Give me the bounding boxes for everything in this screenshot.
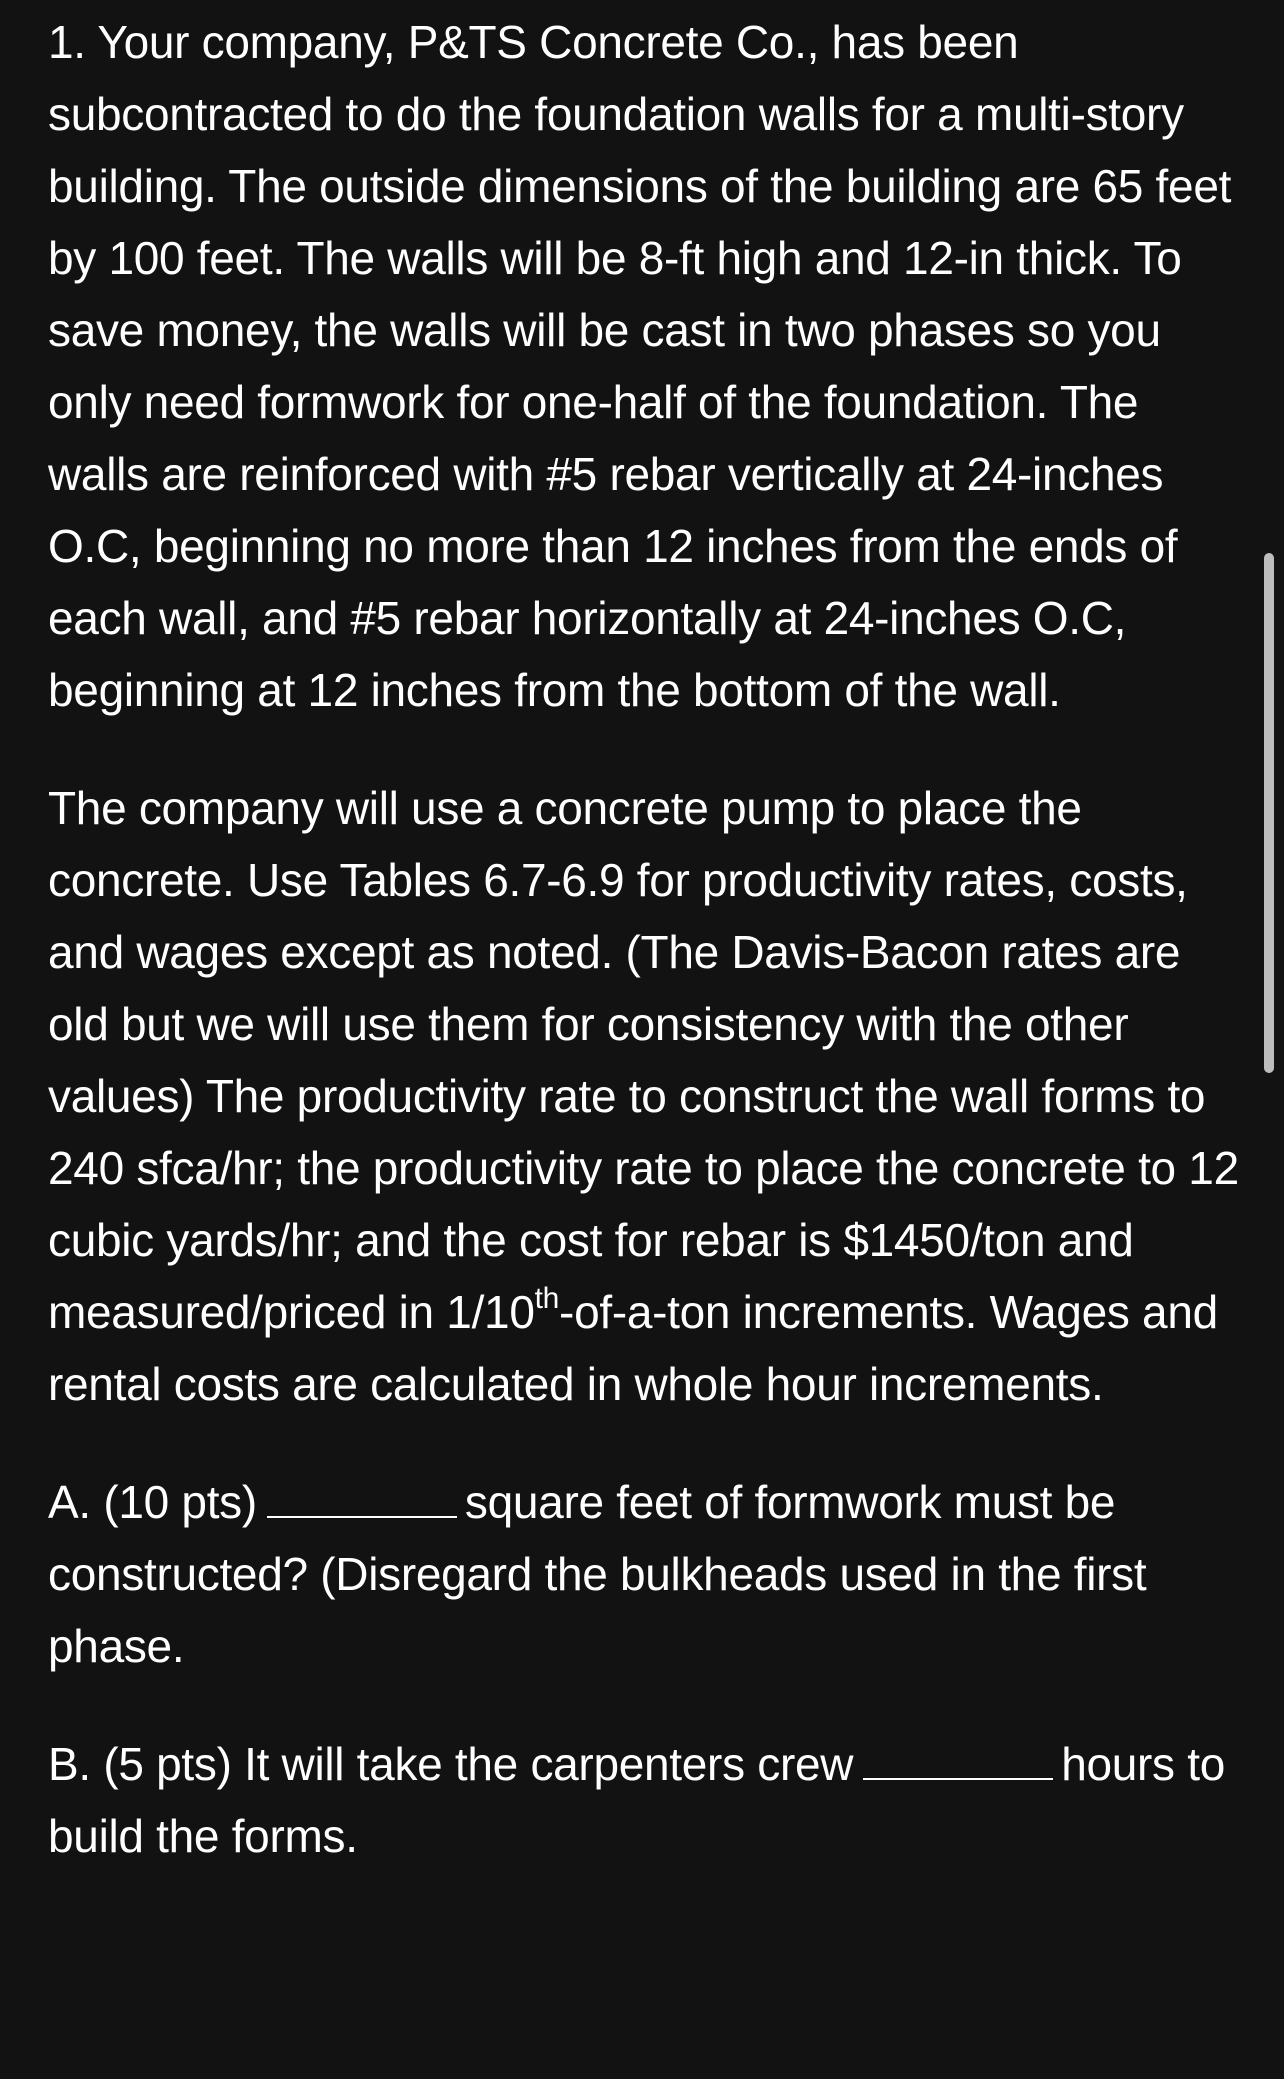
details-text-start: The company will use a concrete pump to place the concrete. Use Tables 6.7-6.9 for productivity rates, costs, and wages except as noted. (The Davis-Bacon rates are old but we will use them for consistency with the other values) The productivity rate to construct the wall forms to 240 sfca/hr; the productivity rate to place the concrete to 12 cubic yards/hr; and the cost for rebar is $1450/ton and measured/priced in 1/10 — [48, 782, 1239, 1338]
details-text-end: -of-a-ton increments. Wages and rental costs are calculated in whole hour increments. — [48, 1286, 1218, 1410]
question-b-answer-blank[interactable] — [863, 1738, 1053, 1780]
question-a — [48, 1466, 1248, 1682]
question-a-answer-blank[interactable] — [267, 1476, 457, 1518]
question-b-text: hours to build the forms. — [48, 1738, 1225, 1862]
problem-details — [48, 772, 1248, 1420]
question-a-text: square feet of formwork must be constructed? (Disregard the bulkheads used in the first phase. — [48, 1476, 1147, 1672]
paragraph-spacer — [48, 1682, 1248, 1728]
problem-content — [48, 6, 1248, 1872]
question-a-prefix: A. (10 pts) — [48, 1476, 257, 1528]
ordinal-superscript: th — [534, 1281, 560, 1315]
question-b-prefix: B. (5 pts) It will take the carpenters crew — [48, 1738, 854, 1790]
paragraph-spacer — [48, 726, 1248, 772]
question-b — [48, 1728, 1248, 1872]
vertical-scrollbar[interactable] — [1264, 553, 1274, 1073]
paragraph-spacer — [48, 1420, 1248, 1466]
problem-intro: 1. Your company, P&TS Concrete Co., has been subcontracted to do the foundation walls for a multi-story building. The outside dimensions of the building are 65 feet by 100 feet. The walls will be 8-ft high and 12-in thick. To save money, the walls will be cast in two phases so you only need formwork for one-half of the foundation. The walls are reinforced with #5 rebar vertically at 24-inches O.C, beginning no more than 12 inches from the ends of each wall, and #5 rebar horizontally at 24-inches O.C, beginning at 12 inches from the bottom of the wall. — [48, 16, 1232, 716]
